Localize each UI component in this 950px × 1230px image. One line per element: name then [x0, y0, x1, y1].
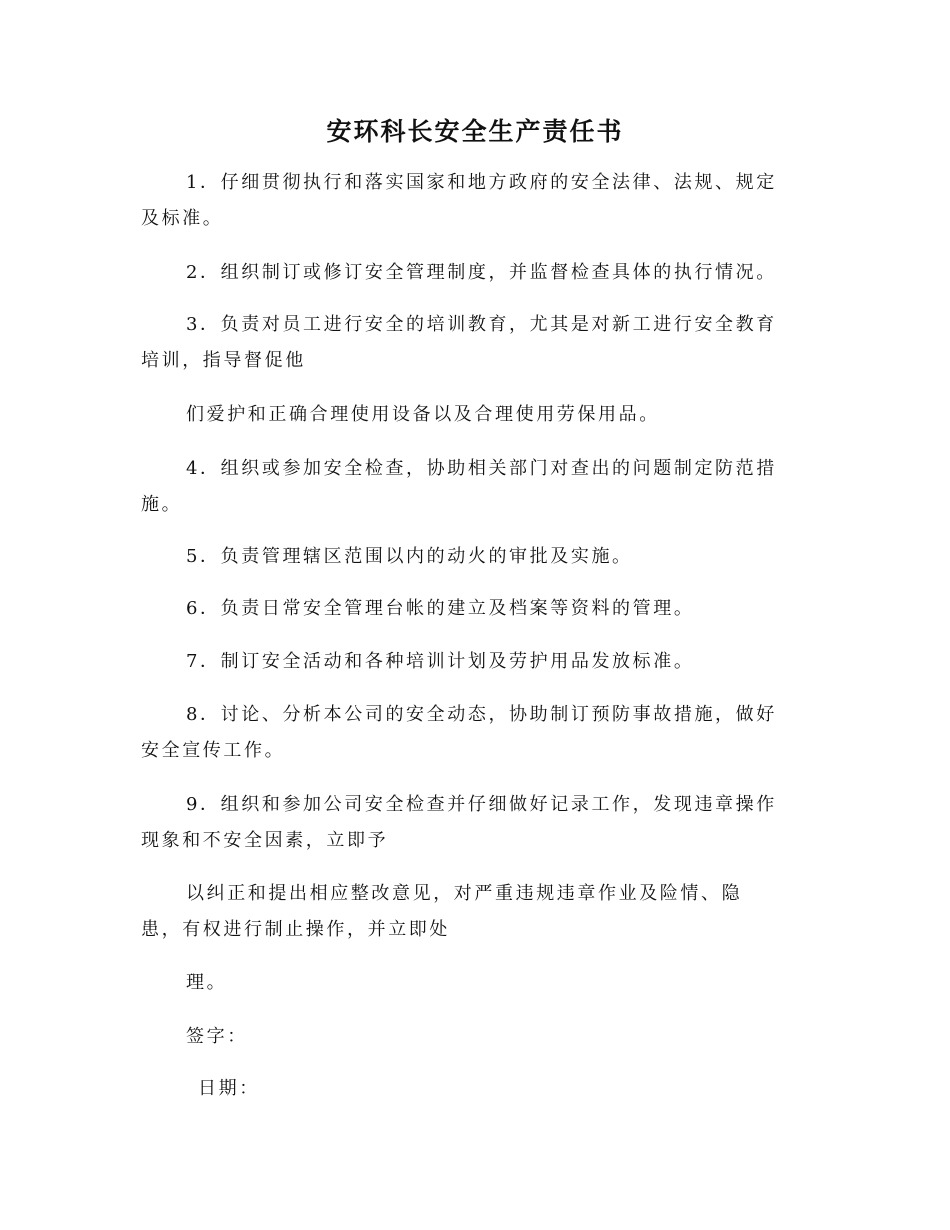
clause-1-line-2: 及标准。 — [141, 208, 224, 229]
document-title: 安环科长安全生产责任书 — [326, 117, 624, 146]
clause-2-line-1: 2．组织制订或修订安全管理制度，并监督检查具体的执行情况。 — [186, 262, 777, 283]
clause-9-line-1: 9．组织和参加公司安全检查并仔细做好记录工作，发现违章操作 — [186, 794, 777, 815]
clause-9-line-5: 理。 — [186, 972, 228, 993]
clause-9-line-4: 患，有权进行制止操作，并立即处 — [141, 919, 450, 940]
clause-9-line-2: 现象和不安全因素，立即予 — [141, 830, 389, 851]
clause-5-line-1: 5．负责管理辖区范围以内的动火的审批及实施。 — [186, 546, 633, 567]
clause-7-line-1: 7．制订安全活动和各种培训计划及劳护用品发放标准。 — [186, 651, 695, 672]
clause-8-line-1: 8．讨论、分析本公司的安全动态，协助制订预防事故措施，做好 — [186, 704, 777, 725]
clause-9-line-3: 以纠正和提出相应整改意见，对严重违规违章作业及险情、隐 — [186, 883, 743, 904]
clause-4-line-2: 施。 — [141, 494, 183, 515]
clause-3-line-3: 们爱护和正确合理使用设备以及合理使用劳保用品。 — [186, 404, 660, 425]
clause-3-line-2: 培训，指导督促他 — [141, 350, 306, 371]
clause-3-line-1: 3．负责对员工进行安全的培训教育，尤其是对新工进行安全教育 — [186, 314, 777, 335]
date-label: 日期： — [198, 1078, 260, 1099]
clause-6-line-1: 6．负责日常安全管理台帐的建立及档案等资料的管理。 — [186, 598, 695, 619]
clause-1-line-1: 1．仔细贯彻执行和落实国家和地方政府的安全法律、法规、规定 — [186, 172, 777, 193]
clause-8-line-2: 安全宣传工作。 — [141, 740, 286, 761]
signature-label: 签字： — [186, 1026, 248, 1047]
clause-4-line-1: 4．组织或参加安全检查，协助相关部门对查出的问题制定防范措 — [186, 458, 777, 479]
